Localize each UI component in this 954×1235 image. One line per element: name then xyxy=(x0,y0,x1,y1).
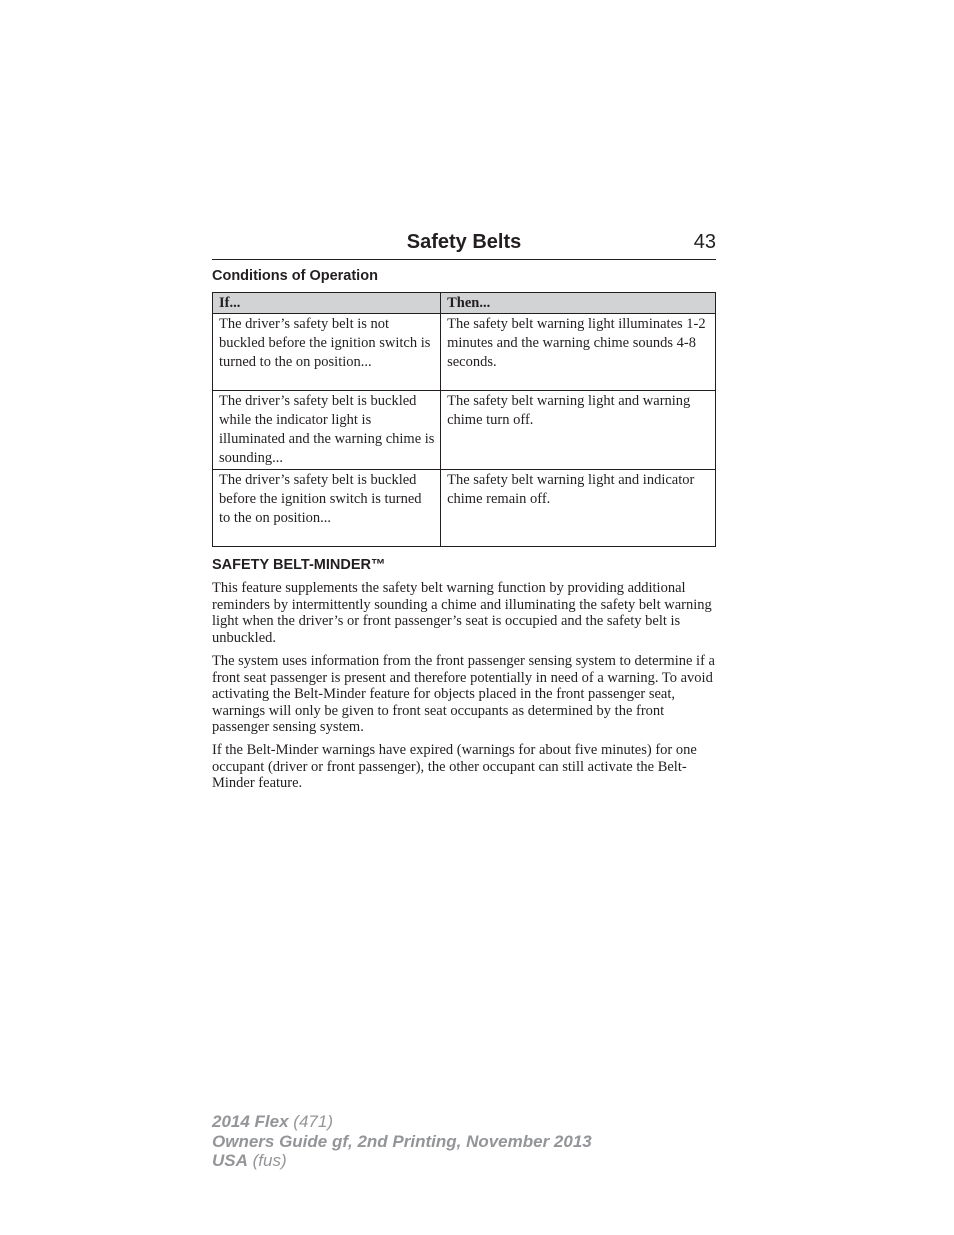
conditions-table xyxy=(212,292,716,547)
footer-line-guide xyxy=(212,1132,592,1152)
cell-if: The driver’s safety belt is not buckled before the ignition switch is turned to the on position... xyxy=(213,314,441,391)
print-footer xyxy=(212,1112,592,1171)
table-row xyxy=(213,391,716,470)
page-header xyxy=(212,229,716,260)
footer-model: 2014 Flex xyxy=(212,1112,289,1131)
table-row xyxy=(213,470,716,547)
footer-market-code: (fus) xyxy=(252,1151,287,1170)
table-header-row xyxy=(213,293,716,314)
section-title: Safety Belts xyxy=(406,231,522,253)
footer-guide: Owners Guide gf, 2nd Printing, November 2013 xyxy=(212,1131,592,1151)
footer-model-code: (471) xyxy=(293,1112,333,1131)
column-header-then: Then... xyxy=(441,293,716,314)
cell-if: The driver’s safety belt is buckled while the indicator light is illuminated and the warning chime is sounding... xyxy=(213,391,441,470)
paragraph: If the Belt-Minder warnings have expired (warnings for about five minutes) for one occupant (driver or front passenger), the other occupant can still activate the Belt-Minder feature. xyxy=(212,742,697,791)
cell-then: The safety belt warning light and indicator chime remain off. xyxy=(441,470,716,547)
footer-line-model xyxy=(212,1112,592,1132)
footer-line-market xyxy=(212,1151,592,1171)
cell-then: The safety belt warning light and warning chime turn off. xyxy=(441,391,716,470)
conditions-heading: Conditions of Operation xyxy=(212,268,378,284)
page-number: 43 xyxy=(693,231,716,253)
paragraph: The system uses information from the front passenger sensing system to determine if a front seat passenger is present and therefore potentially in need of a warning. To avoid activating the Belt-Minder feature for objects placed in the front passenger seat, warnings will only be given to front seat occupants as determined by the front passenger sensing system. xyxy=(212,653,715,735)
column-header-if: If... xyxy=(213,293,441,314)
cell-if: The driver’s safety belt is buckled before the ignition switch is turned to the on position... xyxy=(213,470,441,547)
paragraph: This feature supplements the safety belt warning function by providing additional reminders by intermittently sounding a chime and illuminating the safety belt warning light when the driver’s or front passenger’s seat is occupied and the safety belt is unbuckled. xyxy=(212,580,712,646)
cell-then: The safety belt warning light illuminates 1-2 minutes and the warning chime sounds 4-8 seconds. xyxy=(441,314,716,391)
footer-market: USA xyxy=(212,1151,248,1170)
belt-minder-heading: SAFETY BELT-MINDER™ xyxy=(212,557,386,573)
table-row xyxy=(213,314,716,391)
